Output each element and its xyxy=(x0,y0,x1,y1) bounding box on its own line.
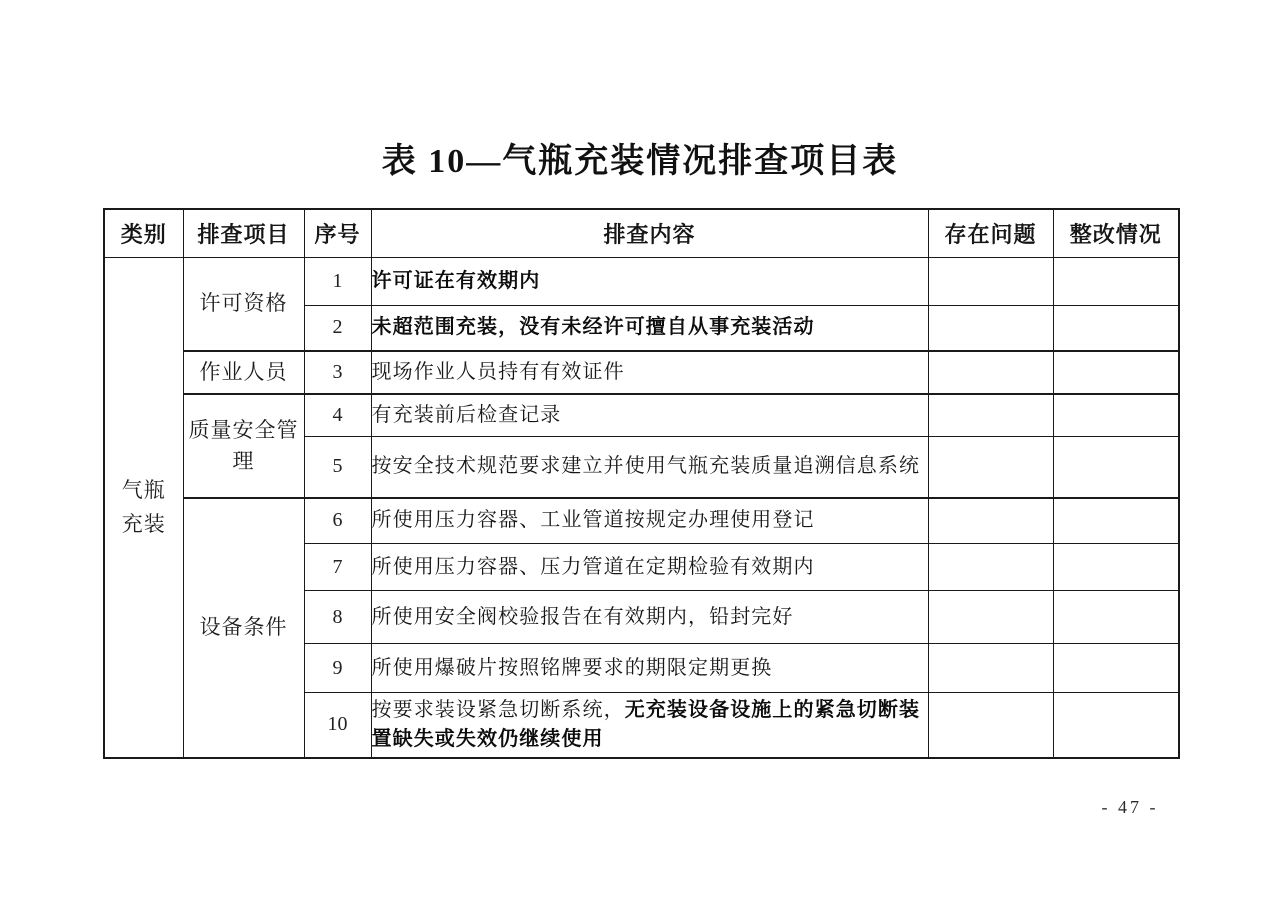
page-number: - 47 - xyxy=(1101,797,1159,817)
content-text: 所使用压力容器、压力管道在定期检验有效期内 xyxy=(371,555,815,578)
cell-problem xyxy=(928,394,1053,437)
cell-serial: 5 xyxy=(304,437,371,498)
cell-problem xyxy=(928,306,1053,351)
cell-serial: 10 xyxy=(304,693,371,758)
cell-rectification xyxy=(1053,437,1179,498)
cell-serial: 4 xyxy=(304,394,371,437)
group-cell-personnel: 作业人员 xyxy=(183,351,304,394)
cell-content xyxy=(371,394,928,437)
cell-problem xyxy=(928,693,1053,758)
content-text-bold: 未超范围充装，没有未经许可擅自从事充装活动 xyxy=(371,316,815,339)
table-row xyxy=(104,351,1179,394)
content-text: 所使用爆破片按照铭牌要求的期限定期更换 xyxy=(371,656,773,679)
group-cell-equipment: 设备条件 xyxy=(183,498,304,758)
cell-serial: 7 xyxy=(304,544,371,591)
content-text: 现场作业人员持有有效证件 xyxy=(371,360,625,383)
header-cell-item: 排查项目 xyxy=(183,209,304,258)
cell-content xyxy=(371,693,928,758)
cell-rectification xyxy=(1053,498,1179,544)
header-cell-rectification: 整改情况 xyxy=(1053,209,1179,258)
content-text: 按安全技术规范要求建立并使用气瓶充装质量追溯信息系统 xyxy=(371,455,921,478)
category-label: 气瓶充装 xyxy=(121,478,166,537)
header-cell-problem: 存在问题 xyxy=(928,209,1053,258)
content-text: 所使用安全阀校验报告在有效期内，铅封完好 xyxy=(371,605,794,628)
inspection-table xyxy=(103,208,1180,759)
content-text: 有充装前后检查记录 xyxy=(371,403,562,426)
cell-serial: 1 xyxy=(304,258,371,306)
table-title: 表 10—气瓶充装情况排查项目表 xyxy=(381,143,899,180)
cell-content xyxy=(371,306,928,351)
cell-problem xyxy=(928,591,1053,644)
cell-rectification xyxy=(1053,394,1179,437)
cell-serial: 8 xyxy=(304,591,371,644)
header-row xyxy=(104,209,1179,258)
cell-problem xyxy=(928,258,1053,306)
cell-content xyxy=(371,498,928,544)
content-text: 按要求装设紧急切断系统， xyxy=(371,698,625,721)
cell-content xyxy=(371,544,928,591)
cell-problem xyxy=(928,498,1053,544)
cell-serial: 2 xyxy=(304,306,371,351)
group-cell-license: 许可资格 xyxy=(183,258,304,351)
cell-content xyxy=(371,258,928,306)
table-row xyxy=(104,498,1179,544)
cell-rectification xyxy=(1053,591,1179,644)
header-cell-category: 类别 xyxy=(104,209,183,258)
group-cell-quality: 质量安全管理 xyxy=(183,394,304,498)
cell-problem xyxy=(928,437,1053,498)
table-row xyxy=(104,258,1179,306)
cell-problem xyxy=(928,351,1053,394)
content-text-bold: 许可证在有效期内 xyxy=(371,270,541,292)
table-row xyxy=(104,394,1179,437)
category-cell xyxy=(104,258,183,758)
cell-problem xyxy=(928,644,1053,693)
cell-rectification xyxy=(1053,258,1179,306)
header-cell-content: 排查内容 xyxy=(371,209,928,258)
cell-serial: 6 xyxy=(304,498,371,544)
cell-rectification xyxy=(1053,644,1179,693)
cell-rectification xyxy=(1053,306,1179,351)
content-text-bold: 无充装设备设施上的紧急切断装置缺失或失效仍继续使用 xyxy=(371,698,921,750)
cell-rectification xyxy=(1053,544,1179,591)
header-cell-serial: 序号 xyxy=(304,209,371,258)
cell-content xyxy=(371,437,928,498)
cell-serial: 9 xyxy=(304,644,371,693)
content-text: 所使用压力容器、工业管道按规定办理使用登记 xyxy=(371,509,815,532)
cell-rectification xyxy=(1053,693,1179,758)
cell-problem xyxy=(928,544,1053,591)
cell-serial: 3 xyxy=(304,351,371,394)
cell-content xyxy=(371,351,928,394)
cell-content xyxy=(371,644,928,693)
cell-content xyxy=(371,591,928,644)
cell-rectification xyxy=(1053,351,1179,394)
